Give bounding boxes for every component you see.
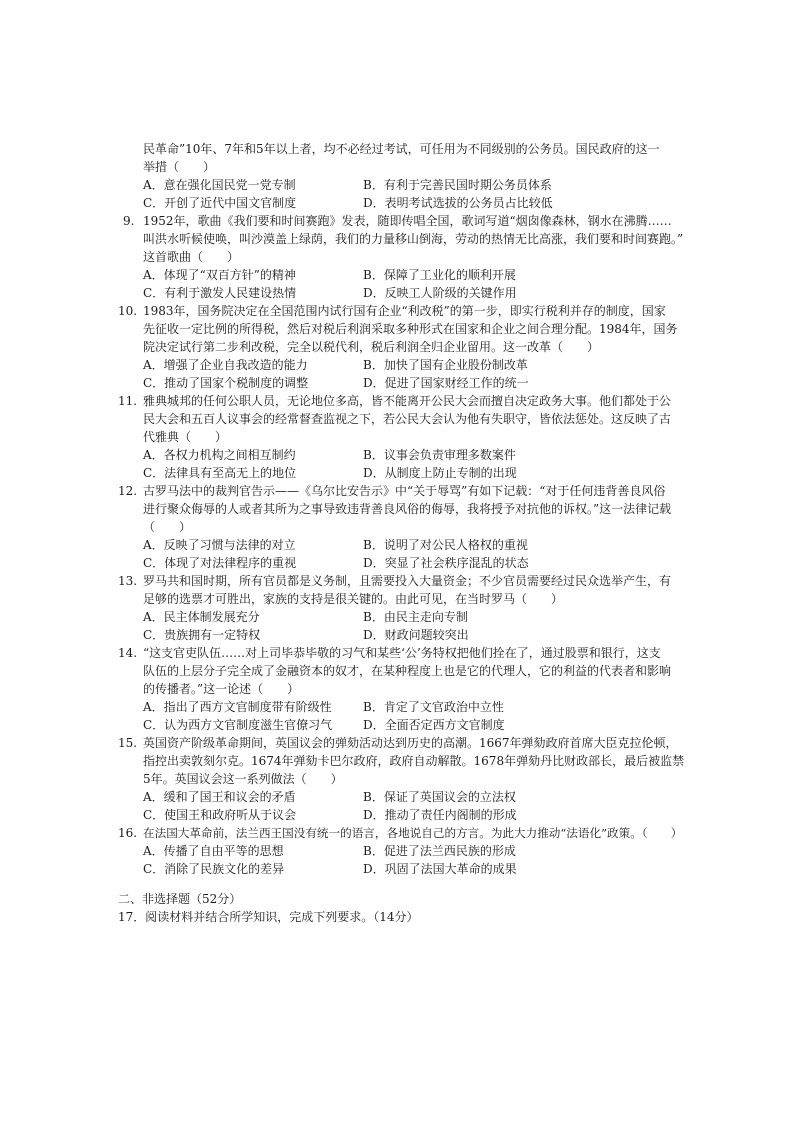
q12-stem-line-3: （ ） bbox=[143, 520, 192, 534]
section-title: 二、非选择题（52分） bbox=[118, 892, 242, 906]
q16-stem-line-1: 在法国大革命前，法兰西王国没有统一的语言，各地说自己的方言。为此大力推动“法语化”政策。（ ） bbox=[143, 826, 683, 840]
q16-option-c: C．消除了民族文化的差异 bbox=[143, 862, 285, 876]
q10-option-a: A．增强了企业自我改造的能力 bbox=[143, 358, 308, 372]
q10-stem-line-3: 院决定试行第二步利改税，完全以税代利，税后利润全归企业留用。这一改革（ ） bbox=[143, 340, 600, 354]
q11-number: 11. bbox=[118, 394, 138, 408]
q10-stem-line-1: 1983年，国务院决定在全国范围内试行国有企业“利改税”的第一步，即实行税利并存的制度，国家 bbox=[143, 304, 666, 318]
q9-stem-line-2: 叫洪水听候使唤，叫沙漠盖上绿荫，我们的力量移山倒海，劳动的热情无比高涨，我们要和时间赛跑。” bbox=[143, 232, 684, 246]
q9-option-c: C．有利于激发人民建设热情 bbox=[143, 286, 297, 300]
q16-option-d: D．巩固了法国大革命的成果 bbox=[363, 862, 517, 876]
q13-option-c: C．贵族拥有一定特权 bbox=[143, 628, 261, 642]
q15-stem-line-2: 指控出卖敦刻尔克。1674年弹劾卡巴尔政府，政府自动解散。1678年弹劾丹比财政部长，最后被监禁 bbox=[143, 754, 685, 768]
q15-stem-line-3: 5年。英国议会这一系列做法（ ） bbox=[143, 772, 343, 786]
q12-option-b: B．说明了对公民人格权的重视 bbox=[363, 538, 528, 552]
q11-stem-line-1: 雅典城邦的任何公职人员，无论地位多高，皆不能离开公民大会而擅自决定政务大事。他们都处于公 bbox=[143, 394, 672, 408]
q13-option-a: A．民主体制发展充分 bbox=[143, 610, 260, 624]
q9-stem-line-1: 1952年，歌曲《我们要和时间赛跑》发表，随即传唱全国，歌词写道“烟囱像森林，钢水在沸腾…… bbox=[143, 214, 672, 228]
q8-option-c: C．开创了近代中国文官制度 bbox=[143, 196, 297, 210]
q15-option-a: A．缓和了国王和议会的矛盾 bbox=[143, 790, 296, 804]
q8-option-b: B．有利于完善民国时期公务员体系 bbox=[363, 178, 552, 192]
q15-number: 15. bbox=[118, 736, 138, 750]
q12-option-c: C．体现了对法律程序的重视 bbox=[143, 556, 297, 570]
q10-option-c: C．推动了国家个税制度的调整 bbox=[143, 376, 309, 390]
q12-option-a: A．反映了习惯与法律的对立 bbox=[143, 538, 296, 552]
q14-stem-line-1: “这支官吏队伍……对上司毕恭毕敬的习气和某些‘公’务特权把他们拴在了，通过股票和银行，这支 bbox=[143, 646, 661, 660]
q11-option-b: B．议事会负责审理多数案件 bbox=[363, 448, 516, 462]
q9-option-d: D．反映工人阶级的关键作用 bbox=[363, 286, 517, 300]
q13-stem-line-1: 罗马共和国时期，所有官员都是义务制，且需要投入大量资金；不少官员需要经过民众选举产生，有 bbox=[143, 574, 672, 588]
q9-stem-line-3: 这首歌曲（ ） bbox=[143, 250, 240, 264]
q9-number: 9. bbox=[123, 214, 135, 228]
q13-option-d: D．财政问题较突出 bbox=[363, 628, 469, 642]
q13-stem-line-2: 足够的选票才可胜出，家族的支持是很关键的。由此可见，在当时罗马（ ） bbox=[143, 592, 564, 606]
q16-option-b: B．促进了法兰西民族的形成 bbox=[363, 844, 516, 858]
q12-number: 12. bbox=[118, 484, 138, 498]
q15-option-b: B．保证了英国议会的立法权 bbox=[363, 790, 516, 804]
q14-option-c: C．认为西方文官制度滋生官僚习气 bbox=[143, 718, 333, 732]
q9-option-b: B．保障了工业化的顺利开展 bbox=[363, 268, 516, 282]
q14-option-d: D．全面否定西方文官制度 bbox=[363, 718, 505, 732]
q14-option-b: B．肯定了文官政治中立性 bbox=[363, 700, 504, 714]
q8-option-d: D．表明考试选拔的公务员占比较低 bbox=[363, 196, 553, 210]
q14-option-a: A．指出了西方文官制度带有阶级性 bbox=[143, 700, 332, 714]
q14-stem-line-3: 的传播者。”这一论述（ ） bbox=[143, 682, 300, 696]
q8-stem-line-2: 举措（ ） bbox=[143, 160, 216, 174]
q15-stem-line-1: 英国资产阶级革命期间，英国议会的弹劾活动达到历史的高潮。1667年弹劾政府首席大臣克拉伦顿， bbox=[143, 736, 678, 750]
q16-option-a: A．传播了自由平等的思想 bbox=[143, 844, 284, 858]
q11-option-d: D．从制度上防止专制的出现 bbox=[363, 466, 517, 480]
q11-option-a: A．各权力机构之间相互制约 bbox=[143, 448, 296, 462]
q11-option-c: C．法律具有至高无上的地位 bbox=[143, 466, 297, 480]
q14-stem-line-2: 队伍的上层分子完全成了金融资本的奴才，在某种程度上也是它的代理人，它的利益的代表者和影响 bbox=[143, 664, 672, 678]
q15-option-c: C．使国王和政府听从于议会 bbox=[143, 808, 297, 822]
q10-option-d: D．促进了国家财经工作的统一 bbox=[363, 376, 529, 390]
q17-stem: 17．阅读材料并结合所学知识，完成下列要求。（14分） bbox=[118, 910, 419, 924]
q12-option-d: D．突显了社会秩序混乱的状态 bbox=[363, 556, 529, 570]
q15-option-d: D．推动了责任内阁制的形成 bbox=[363, 808, 517, 822]
q10-stem-line-2: 先征收一定比例的所得税，然后对税后利润采取多种形式在国家和企业之间合理分配。1984年，国务 bbox=[143, 322, 678, 336]
q14-number: 14. bbox=[118, 646, 138, 660]
q11-stem-line-2: 民大会和五百人议事会的经常督查监视之下，若公民大会认为他有失职守，皆依法惩处。这反映了古 bbox=[143, 412, 672, 426]
q9-option-a: A．体现了“双百方针”的精神 bbox=[143, 268, 296, 282]
q13-number: 13. bbox=[118, 574, 138, 588]
q10-number: 10. bbox=[118, 304, 138, 318]
q16-number: 16. bbox=[118, 826, 138, 840]
q8-stem-line-1: 民革命”10年、7年和5年以上者，均不必经过考试，可任用为不同级别的公务员。国民政府的这一 bbox=[143, 142, 660, 156]
q11-stem-line-3: 代雅典（ ） bbox=[143, 430, 228, 444]
q12-stem-line-2: 进行聚众侮辱的人或者其所为之事导致违背善良风俗的侮辱，我将授予对抗他的诉权。”这一法律记载 bbox=[143, 502, 672, 516]
q10-option-b: B．加快了国有企业股份制改革 bbox=[363, 358, 528, 372]
q13-option-b: B．由民主走向专制 bbox=[363, 610, 468, 624]
q12-stem-line-1: 古罗马法中的裁判官告示——《乌尔比安告示》中“关于辱骂”有如下记载：“对于任何违背善良风俗 bbox=[143, 484, 666, 498]
q8-option-a: A．意在强化国民党一党专制 bbox=[143, 178, 296, 192]
